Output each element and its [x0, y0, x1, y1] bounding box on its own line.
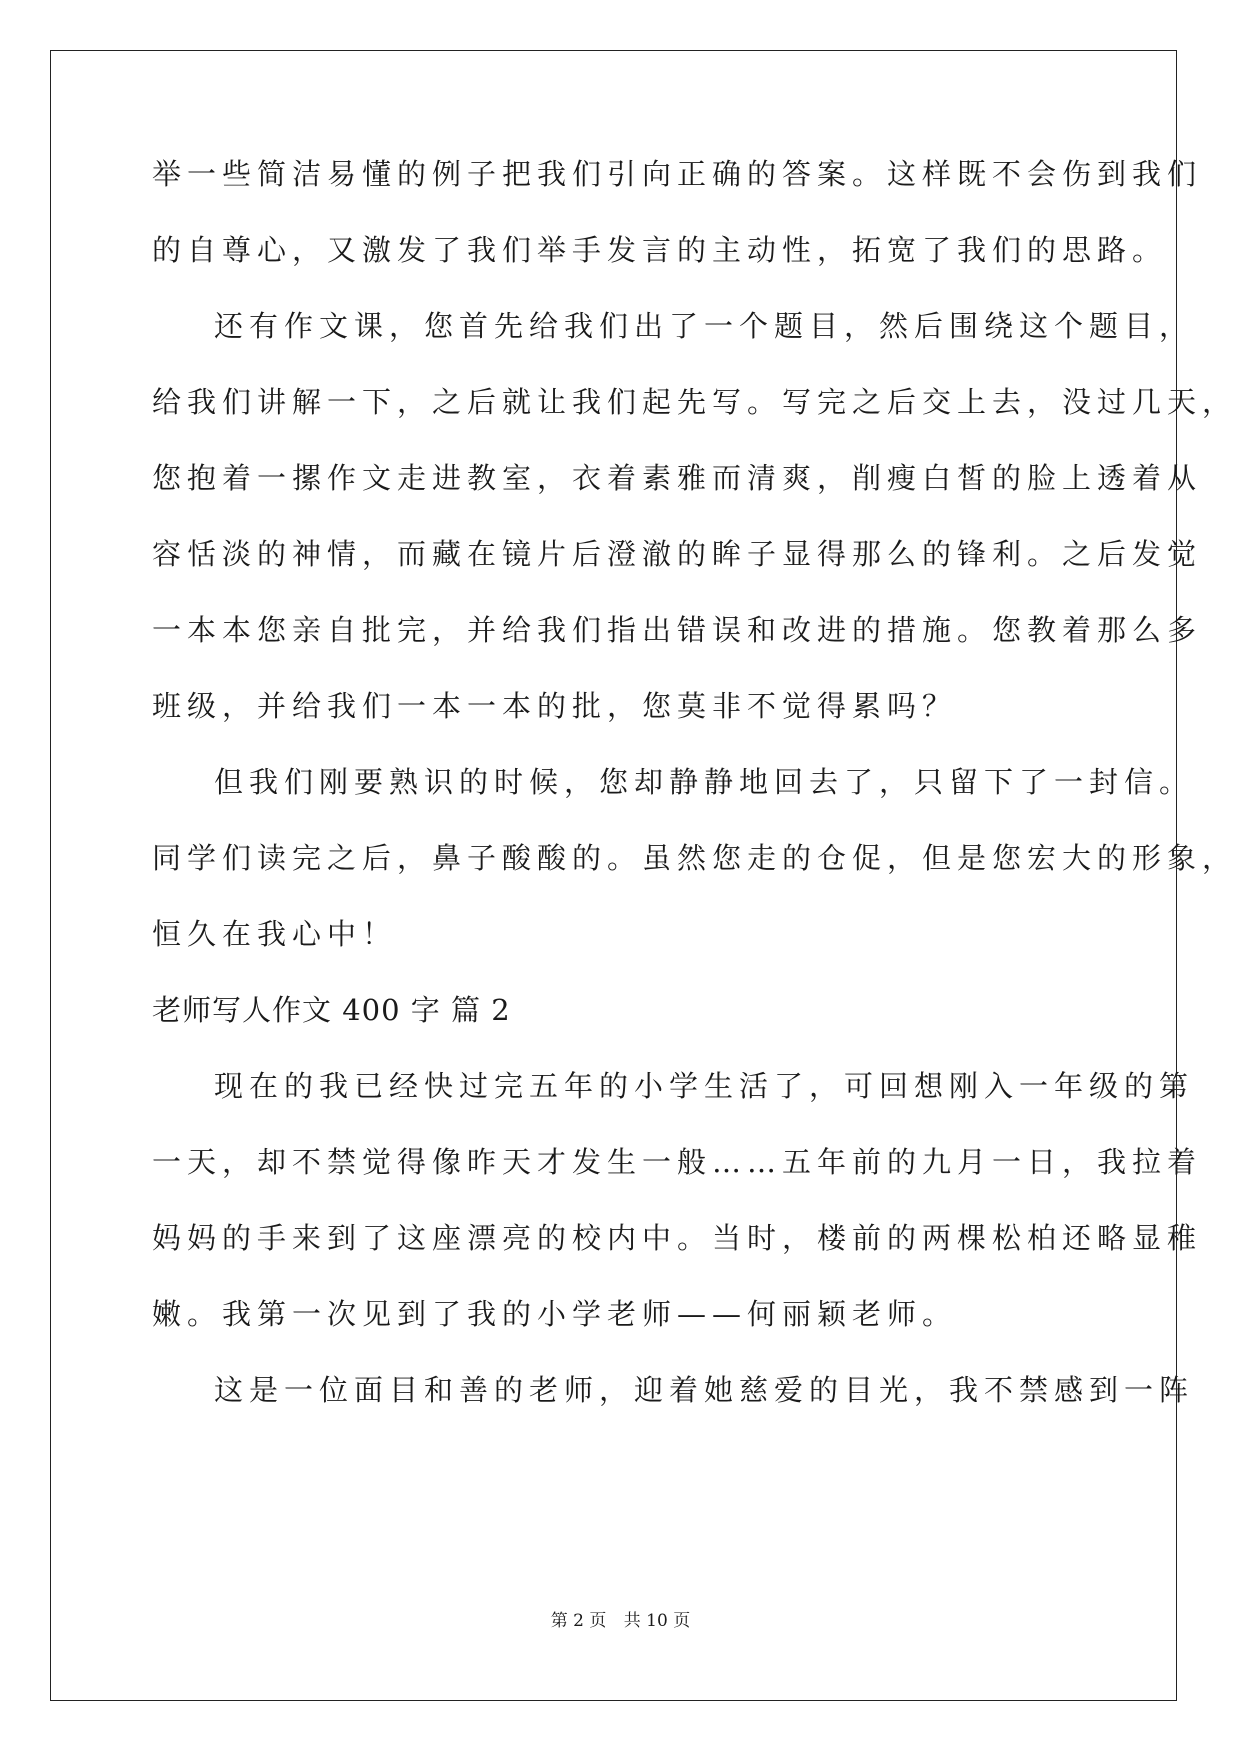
page-number: 第 2 页	[550, 1611, 607, 1631]
text-line: 您抱着一摞作文走进教室，衣着素雅而清爽，削瘦白皙的脸上透着从	[152, 461, 1203, 495]
text-line: 举一些简洁易懂的例子把我们引向正确的答案。这样既不会伤到我们	[152, 157, 1203, 191]
text-line: 一天，却不禁觉得像昨天才发生一般……五年前的九月一日，我拉着	[152, 1145, 1203, 1179]
text-line: 班级，并给我们一本一本的批，您莫非不觉得累吗？	[152, 689, 958, 723]
text-line: 同学们读完之后，鼻子酸酸的。虽然您走的仓促，但是您宏大的形象，	[152, 841, 1238, 875]
section-heading: 老师写人作文 400 字 篇 2	[152, 993, 511, 1027]
page-footer	[0, 1613, 1241, 1630]
text-line: 这是一位面目和善的老师，迎着她慈爱的目光，我不禁感到一阵	[214, 1373, 1195, 1407]
document-body	[152, 157, 1238, 1452]
text-line: 现在的我已经快过完五年的小学生活了，可回想刚入一年级的第	[214, 1069, 1195, 1103]
text-line: 给我们讲解一下，之后就让我们起先写。写完之后交上去，没过几天，	[152, 385, 1238, 419]
text-line: 的自尊心，又激发了我们举手发言的主动性，拓宽了我们的思路。	[152, 233, 1168, 267]
text-line: 容恬淡的神情，而藏在镜片后澄澈的眸子显得那么的锋利。之后发觉	[152, 537, 1203, 571]
text-line: 还有作文课，您首先给我们出了一个题目，然后围绕这个题目，	[214, 309, 1195, 343]
text-line: 嫩。我第一次见到了我的小学老师——何丽颖老师。	[152, 1297, 958, 1331]
text-line: 妈妈的手来到了这座漂亮的校内中。当时，楼前的两棵松柏还略显稚	[152, 1221, 1203, 1255]
text-line: 一本本您亲自批完，并给我们指出错误和改进的措施。您教着那么多	[152, 613, 1203, 647]
text-line: 但我们刚要熟识的时候，您却静静地回去了，只留下了一封信。	[214, 765, 1195, 799]
page-total: 共 10 页	[623, 1611, 691, 1631]
text-line: 恒久在我心中！	[152, 917, 398, 951]
